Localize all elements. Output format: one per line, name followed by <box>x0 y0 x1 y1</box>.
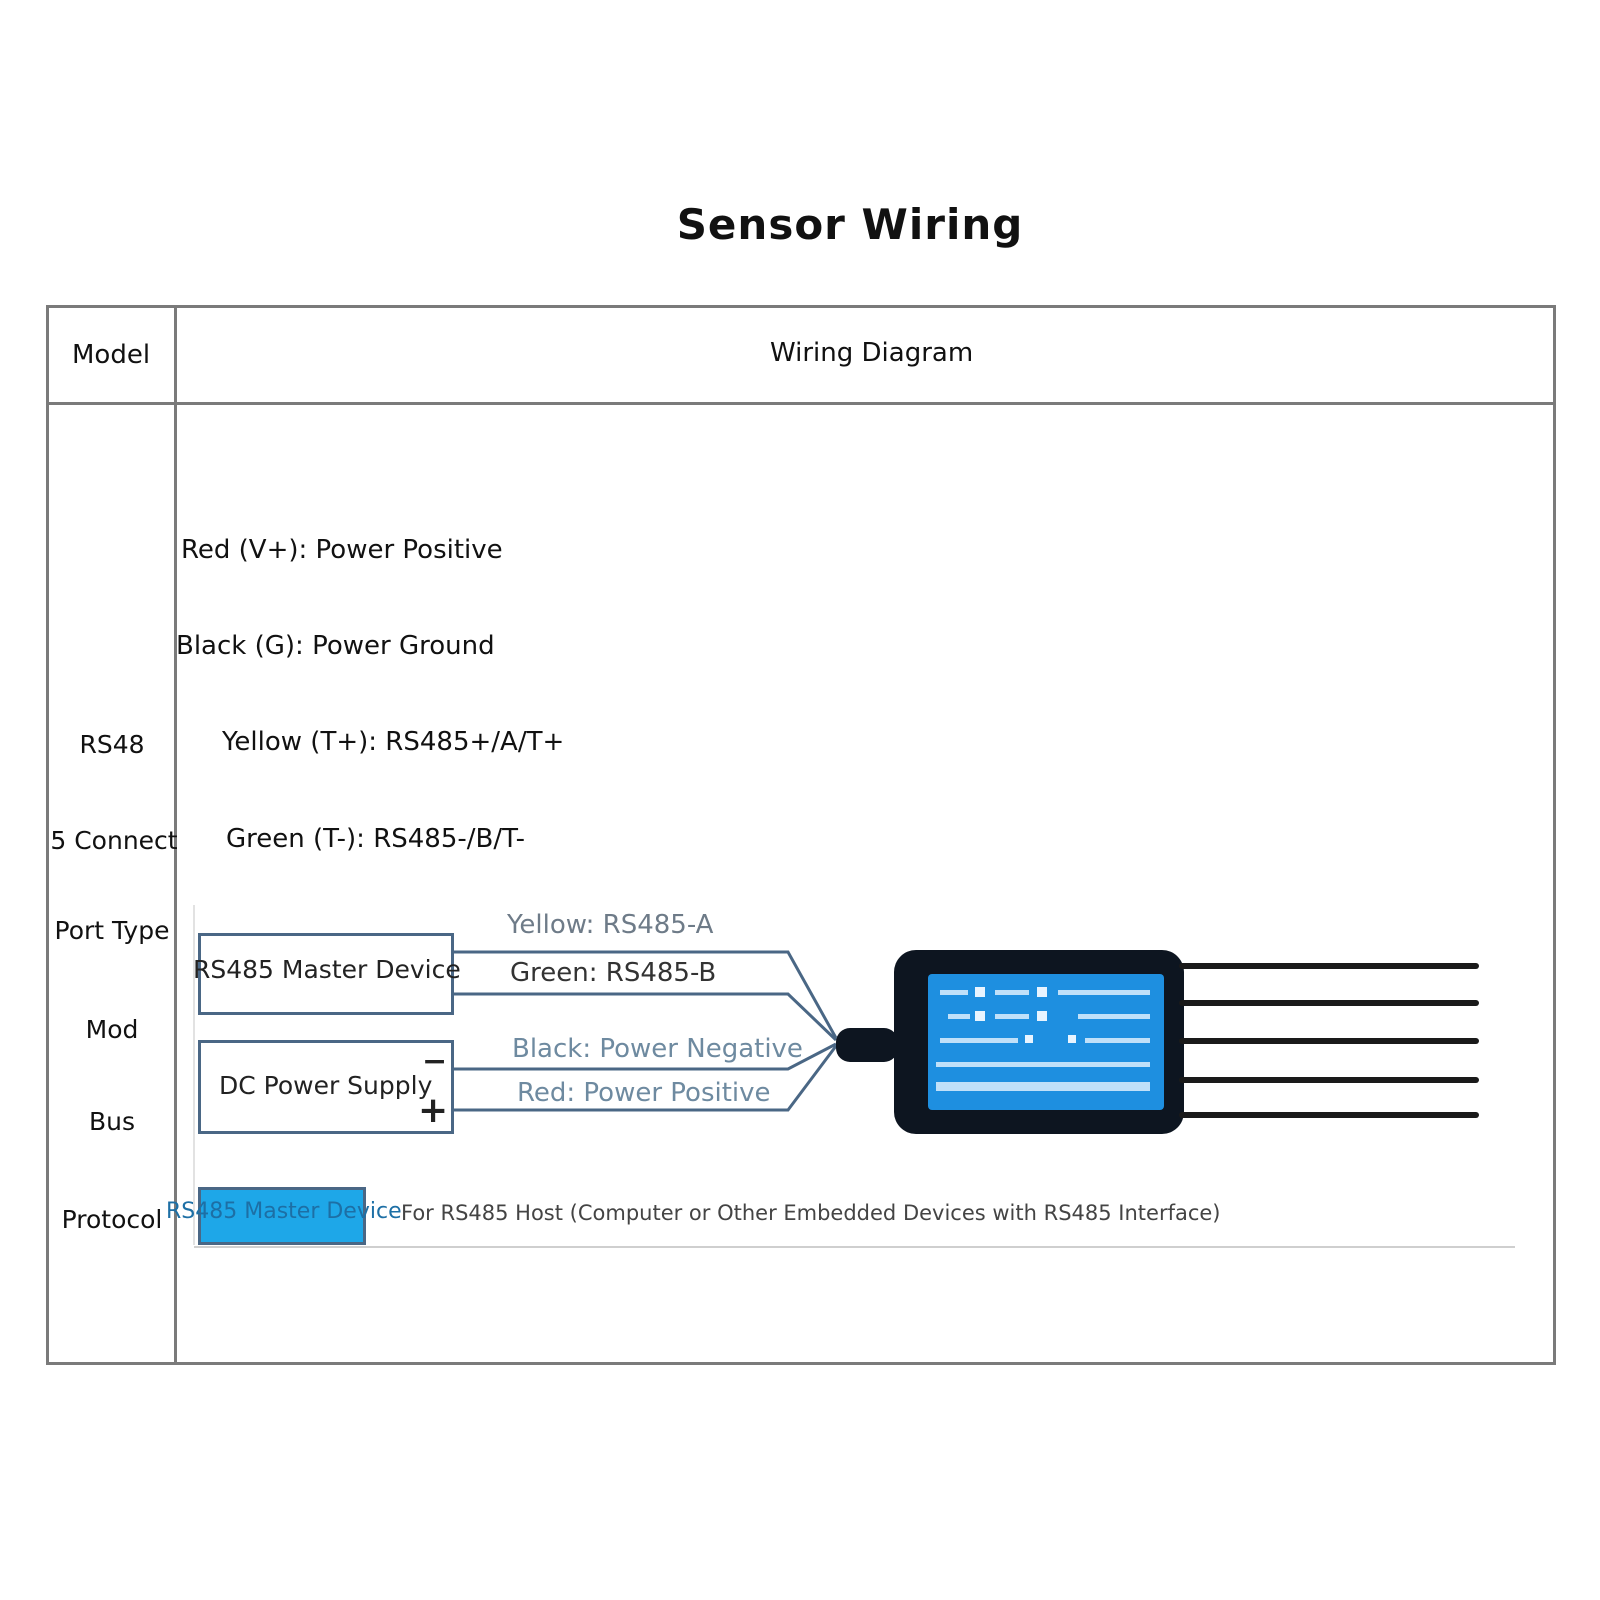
label-red: Red: Power Positive <box>517 1078 771 1108</box>
label-yellow: Yellow: RS485-A <box>507 910 714 940</box>
plus-icon: + <box>418 1090 449 1131</box>
legend-note: For RS485 Host (Computer or Other Embedded Devices with RS485 Interface) <box>401 1201 1221 1225</box>
model-line-6: Protocol <box>61 1205 163 1234</box>
power-supply-label: DC Power Supply <box>219 1071 433 1100</box>
model-line-3: Port Type <box>54 916 170 945</box>
model-line-1: RS48 <box>79 730 145 759</box>
wire-green: Green (T-): RS485-/B/T- <box>226 824 525 854</box>
master-device-label: RS485 Master Device <box>193 955 461 984</box>
model-header: Model <box>72 340 151 370</box>
wiring-diagram-header: Wiring Diagram <box>770 338 974 368</box>
wire-yellow: Yellow (T+): RS485+/A/T+ <box>222 727 565 757</box>
label-green: Green: RS485-B <box>510 958 717 988</box>
wire-black: Black (G): Power Ground <box>176 631 495 661</box>
model-line-2: 5 Connect <box>50 826 178 855</box>
wire-red: Red (V+): Power Positive <box>181 535 503 565</box>
minus-icon: − <box>422 1044 448 1079</box>
sensor-cable <box>836 1028 898 1062</box>
model-line-4: Mod <box>85 1015 139 1044</box>
page-title: Sensor Wiring <box>676 200 1024 249</box>
label-black: Black: Power Negative <box>512 1034 803 1064</box>
model-line-5: Bus <box>88 1107 136 1136</box>
sensor-probes <box>1182 966 1476 1115</box>
legend-label: RS485 Master Device <box>166 1199 402 1224</box>
